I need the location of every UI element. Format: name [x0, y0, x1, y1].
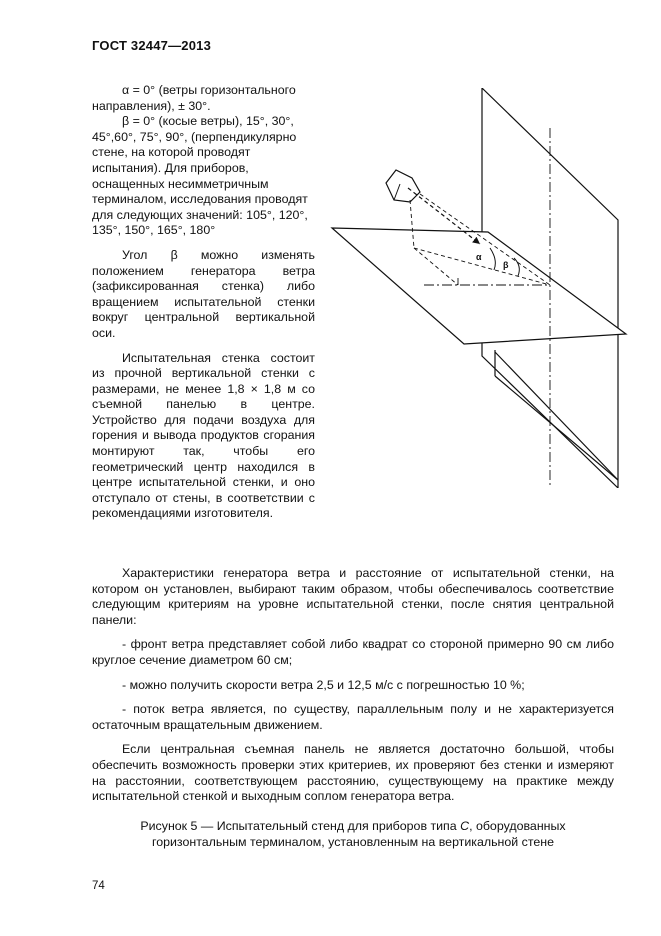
- alpha-paragraph: α = 0° (ветры горизонтального направления), ± 30°.: [92, 83, 296, 113]
- caption-line-1: Рисунок 5 — Испытательный стенд для приборов типа С, оборудованных: [140, 819, 566, 833]
- main-body-text: [92, 566, 614, 805]
- wind-generator: [386, 170, 420, 202]
- generator-characteristics-paragraph: Характеристики генератора ветра и расстояние от испытательной стенки, на котором он установлен, выбирают таким образом, чтобы обеспечивалось соответствие следующим критериям на уровне испытательной стенки, после снятия центральной панели:: [92, 566, 614, 627]
- document-header: ГОСТ 32447—2013: [92, 38, 211, 53]
- test-stand-figure: [330, 88, 630, 488]
- wind-speed-criterion: - можно получить скорости ветра 2,5 и 12,5 м/с с погрешностью 10 %;: [122, 677, 525, 692]
- beta-label: β: [503, 260, 509, 270]
- alpha-label: α: [476, 252, 482, 262]
- wind-flow-criterion: - поток ветра является, по существу, параллельным полу и не характеризуется остаточным вращательным движением.: [92, 702, 614, 732]
- wall-paragraph: Испытательная стенка состоит из прочной вертикальной стенки с размерами, не менее 1,8 × 1,8 м со съемной панелью в центре. Устройство для подачи воздуха для горения и вывода продуктов сгорания монтируют так, чтобы его геометрический центр находился в центре испытательной стенки, и оно отступало от стены, в соответствии с рекомендациями изготовителя.: [92, 350, 315, 521]
- caption-device-type: С: [460, 819, 470, 833]
- test-stand-diagram: [330, 88, 630, 488]
- left-text-column: [92, 83, 315, 522]
- wind-front-criterion: - фронт ветра представляет собой либо квадрат со стороной примерно 90 см либо круглое сечение диаметром 60 см;: [92, 637, 614, 667]
- beta-paragraph: β = 0° (косые ветры), 15°, 30°, 45°,60°, 75°, 90°, (перпендикулярно стене, на которой проводят испытания). Для приборов, оснащенных несимметричным терминалом, исследования проводят для следующих значений: 105°, 120°, 135°, 150°, 165°, 180°: [92, 114, 308, 238]
- panel-size-paragraph: Если центральная съемная панель не является достаточно большой, чтобы обеспечить возможность проверки этих критериев, их проверяют без стенки и измеряют на расстоянии, соответствующем расстоянию, существующему на практике между испытательной стенкой и выходным соплом генератора ветра.: [92, 742, 614, 804]
- caption-line-2: горизонтальным терминалом, установленным на вертикальной стене: [151, 835, 555, 849]
- figure-caption: [92, 818, 614, 850]
- page-number: 74: [92, 880, 105, 892]
- angle-paragraph: Угол β можно изменять положением генератора ветра (зафиксированная стенка) либо вращением испытательной стенки вокруг центральной вертикальной оси.: [92, 247, 315, 340]
